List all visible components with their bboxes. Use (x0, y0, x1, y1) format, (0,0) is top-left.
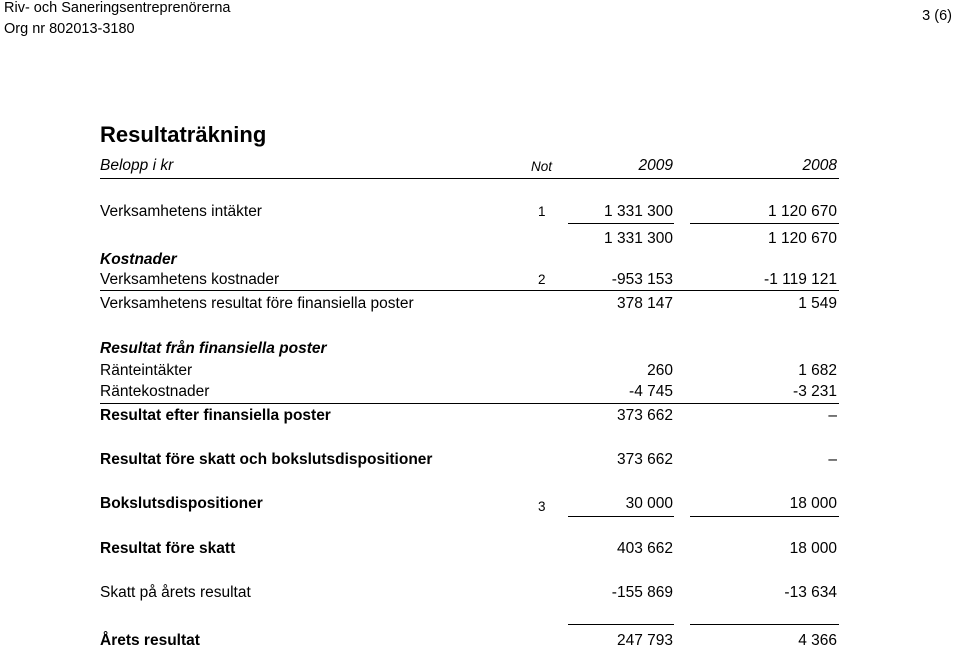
row-value-2009: 373 662 (616, 407, 673, 424)
row-divider (100, 403, 839, 404)
subtotal-line-2009 (568, 516, 674, 517)
section-heading-financial: Resultat från finansiella poster (100, 340, 327, 357)
row-label: Bokslutsdispositioner (100, 495, 263, 512)
row-divider (100, 290, 839, 291)
company-name: Riv- och Saneringsentreprenörerna (4, 0, 231, 16)
total-line-2009 (568, 624, 674, 625)
row-value-2008: 4 366 (798, 632, 837, 649)
row-value-2009: -4 745 (629, 383, 673, 400)
row-value-2008: -13 634 (784, 584, 837, 601)
row-note: 1 (538, 204, 546, 219)
row-value-2009: 260 (647, 362, 673, 379)
row-label: Ränteintäkter (100, 362, 193, 379)
row-note: 3 (538, 499, 546, 514)
row-value-2008: -1 119 121 (764, 271, 837, 288)
row-label: Verksamhetens resultat före finansiella poster (100, 295, 414, 312)
subtotal-line-2009 (568, 223, 674, 224)
org-number: Org nr 802013-3180 (4, 21, 135, 37)
subtotal-line-2008 (690, 223, 839, 224)
column-year-2009-header: 2009 (638, 157, 673, 174)
row-label: Verksamhetens intäkter (100, 203, 262, 220)
row-value-2009: 1 331 300 (604, 203, 673, 220)
row-label: Resultat före skatt (100, 540, 236, 557)
row-value-2009: 373 662 (616, 451, 673, 468)
row-value-2008: 1 682 (798, 362, 837, 379)
row-value-2009: 378 147 (616, 295, 673, 312)
section-heading-costs: Kostnader (100, 251, 177, 268)
total-line-2008 (690, 624, 839, 625)
row-value-2008: – (828, 451, 837, 468)
column-label-header: Belopp i kr (100, 157, 174, 174)
row-label: Årets resultat (100, 632, 200, 649)
column-year-2008-header: 2008 (802, 157, 837, 174)
row-value-2008: 1 120 670 (768, 203, 837, 220)
row-value-2009: 403 662 (616, 540, 673, 557)
row-label: Räntekostnader (100, 383, 210, 400)
row-value-2009: 30 000 (625, 495, 673, 512)
row-value-2008: 18 000 (789, 495, 837, 512)
page-number: 3 (6) (922, 8, 952, 24)
row-label: Skatt på årets resultat (100, 584, 251, 601)
row-label: Resultat efter finansiella poster (100, 407, 331, 424)
row-note: 2 (538, 272, 546, 287)
column-note-header: Not (531, 159, 553, 174)
row-value-2008: -3 231 (793, 383, 837, 400)
statement-title: Resultaträkning (100, 122, 267, 147)
row-value-2009: 247 793 (616, 632, 673, 649)
row-value-2009: -953 153 (611, 271, 673, 288)
row-label: Resultat före skatt och bokslutsdispositioner (100, 451, 433, 468)
subtotal-value-2008: 1 120 670 (768, 230, 837, 247)
row-value-2009: -155 869 (611, 584, 673, 601)
row-value-2008: 18 000 (789, 540, 837, 557)
subtotal-value-2009: 1 331 300 (604, 230, 673, 247)
subtotal-line-2008 (690, 516, 839, 517)
header-divider (100, 178, 839, 179)
row-value-2008: 1 549 (798, 295, 837, 312)
row-value-2008: – (828, 407, 837, 424)
row-label: Verksamhetens kostnader (100, 271, 280, 288)
